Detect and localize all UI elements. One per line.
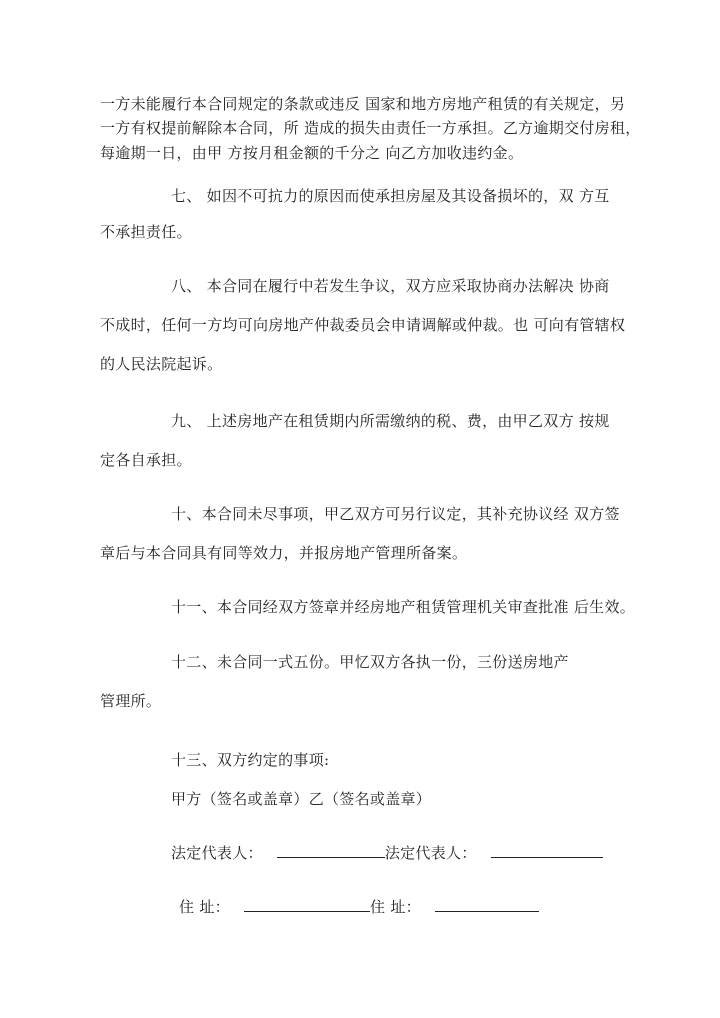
clause7-line-2: 不承担责任。 [100,223,192,241]
party-a-rep-blank [277,843,385,858]
clause9-line-1: 九、 上述房地产在租赁期内所需缴纳的税、费，由甲乙双方 按规 [171,412,610,430]
party-a-rep-label: 法定代表人： [171,844,263,862]
clause9-line-2: 定各自承担。 [100,451,192,469]
party-b-rep-blank [491,843,603,858]
clause10-line-2: 章后与本合同具有同等效力，并报房地产管理所备案。 [100,544,468,562]
clause7-line-1: 七、 如因不可抗力的原因而使承担房屋及其设备损坏的，双 方互 [171,187,610,205]
party-b-address-label: 住 址： [369,898,421,916]
clause6-line-3: 每逾期一日，由甲 方按月租金额的千分之 向乙方加收违约金。 [100,144,524,162]
party-a-address-label: 住 址： [179,898,230,916]
clause12-line-1: 十二、未合同一式五份。甲忆双方各执一份，三份送房地产 [171,653,569,671]
clause6-line-1: 一方未能履行本合同规定的条款或违反 国家和地方房地产租赁的有关规定，另 [100,95,626,113]
party-b-rep-label: 法定代表人： [384,844,477,862]
party-a-address-blank [244,897,370,912]
address-row [179,897,539,917]
clause13-parties: 甲方（签名或盖章）乙（签名或盖章） [171,790,432,808]
clause12-line-2: 管理所。 [100,692,162,710]
clause10-line-1: 十、本合同未尽事项，甲乙双方可另行议定，其补充协议经 双方签 [171,505,620,523]
clause11-line-1: 十一、本合同经双方签章并经房地产租赁管理机关审查批准 后生效。 [171,598,636,616]
party-b-address-blank [435,897,539,912]
clause6-line-2: 一方有权提前解除本合同，所 造成的损失由责任一方承担。乙方逾期交付房租， [100,119,641,137]
legal-rep-row [171,843,603,863]
clause8-line-3: 的人民法院起诉。 [100,355,223,373]
clause13-title: 十三、双方约定的事项: [171,751,330,769]
clause8-line-2: 不成时，任何一方均可向房地产仲裁委员会申请调解或仲裁。也 可向有管辖权 [100,316,626,334]
clause8-line-1: 八、 本合同在履行中若发生争议，双方应采取协商办法解决 协商 [171,277,610,295]
